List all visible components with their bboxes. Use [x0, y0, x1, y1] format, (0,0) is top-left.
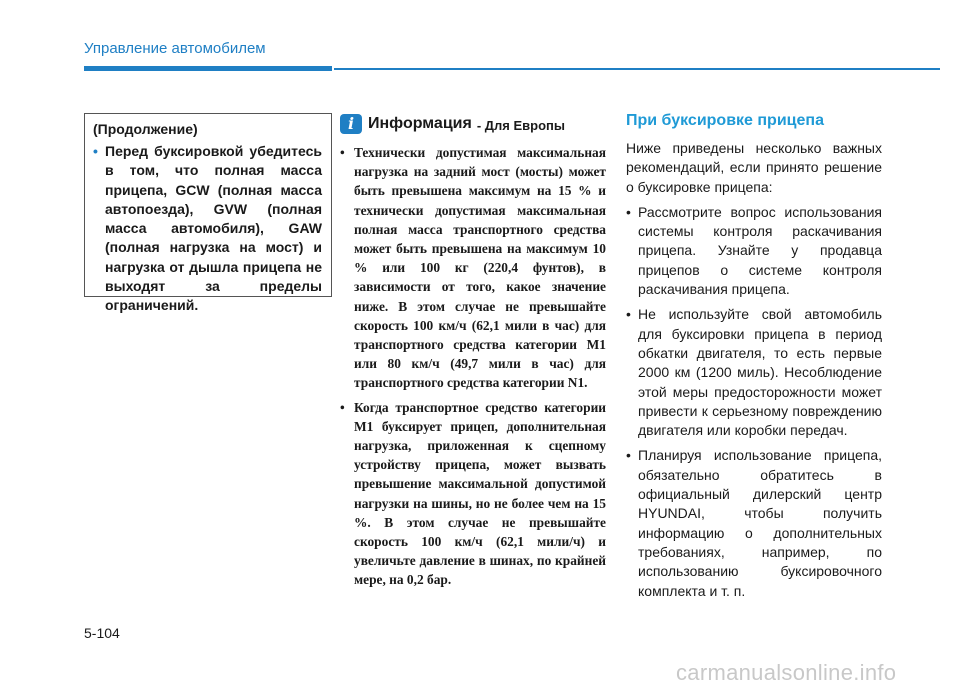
continued-box — [84, 113, 332, 314]
info-section — [340, 113, 606, 595]
page-number: 5-104 — [84, 625, 120, 641]
towing-item-text: Рассмотрите вопрос использования системы контроля раскачивания прицепа. Узнайте у продавца прицепов о системе контроля раскачивания прицепа. — [638, 203, 882, 298]
info-heading — [340, 113, 606, 135]
towing-item-text: Не используйте свой автомобиль для буксировки прицепа в период обкатки двигателя, то есть первые 2000 км (1200 миль). Несоблюдение этой меры предосторожности может привести к серьезному повреждению двигателя или коробки передач. — [638, 306, 882, 439]
header-rule — [334, 68, 940, 70]
info-subtitle: - Для Европы — [476, 117, 565, 133]
towing-item — [626, 305, 882, 440]
bullet-icon: • — [626, 203, 631, 220]
watermark: carmanualsonline.info — [676, 660, 897, 685]
section-title: Управление автомобилем — [84, 40, 266, 57]
info-item-text: Технически допустимая максимальная нагрузка на задний мост (мосты) может быть превышена максимум на 15 % и технически допустимая максимальная полная масса транспортного средства может быть превышена на максимум 10 % или 100 кг (220,4 фунтов), в зависимости от того, какое значение ниже. В этом случае не превышайте скорость 100 км/ч (62,1 мили в час) для транспортного средства категории M1 или 80 км/ч (49,7 мили в час) для транспортного средства категории N1. — [354, 145, 606, 391]
towing-item-text: Планируя использование прицепа, обязательно обратитесь в официальный дилерский центр HYUNDAI, чтобы получить информацию о дополнительных требованиях, например, по использованию буксировочного комплекта и т. п. — [638, 447, 882, 599]
bullet-icon: • — [340, 399, 345, 415]
info-item — [340, 398, 606, 590]
continued-bullet — [93, 142, 322, 316]
info-title: Информация — [368, 115, 472, 132]
towing-section — [626, 112, 882, 607]
header-rule-accent — [84, 66, 332, 71]
towing-intro: Ниже приведены несколько важных рекомендаций, если принято решение о буксировке прицепа: — [626, 140, 882, 195]
towing-item — [626, 203, 882, 299]
info-item-text: Когда транспортное средство категории M1 буксирует прицеп, дополнительная нагрузка, приложенная к сцепному устройству прицепа, может вызвать превышение максимальной допустимой нагрузки на шины, но не более чем на 15 %. В этом случае не превышайте скорость 100 км/ч (62,1 мили/ч) и увеличьте давление в шинах, по крайней мере, на 0,2 бар. — [354, 399, 606, 588]
bullet-icon: • — [93, 143, 98, 159]
bullet-icon: • — [626, 447, 631, 464]
towing-heading: При буксировке прицепа — [626, 112, 824, 129]
info-item — [340, 143, 606, 393]
towing-item — [626, 446, 882, 600]
info-icon: i — [340, 114, 362, 134]
continued-text: Перед буксировкой убедитесь в том, что полная масса прицепа, GCW (полная масса автопоезда), GVW (полная масса автомобиля), GAW (полная нагрузка на мост) и нагрузка от дышла прицепа не выходят за пределы ограничений. — [105, 143, 322, 314]
continued-label: (Продолжение) — [93, 121, 198, 137]
bullet-icon: • — [340, 145, 345, 160]
bullet-icon: • — [626, 306, 631, 323]
info-list — [340, 143, 606, 590]
